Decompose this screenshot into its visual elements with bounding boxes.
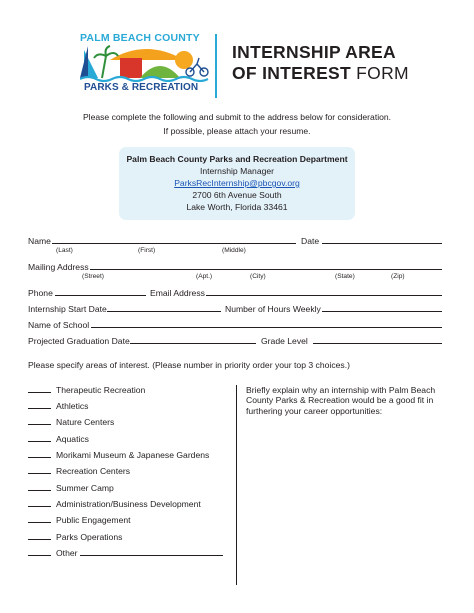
- rank-blank[interactable]: [28, 457, 51, 458]
- address-email-link[interactable]: ParksRecInternship@pbcgov.org: [174, 178, 300, 188]
- rank-blank[interactable]: [28, 539, 51, 540]
- mailing-sub-apt: (Apt.): [196, 273, 213, 280]
- graduation-date-field[interactable]: [130, 343, 256, 344]
- date-field[interactable]: [322, 243, 442, 244]
- rank-blank[interactable]: [28, 490, 51, 491]
- rank-blank[interactable]: [28, 555, 51, 556]
- rank-blank[interactable]: [28, 424, 51, 425]
- name-sub-first: (First): [138, 247, 156, 254]
- mailing-sub-city: (City): [250, 273, 266, 280]
- explanation-answer-area[interactable]: [246, 420, 446, 585]
- hours-weekly-field[interactable]: [322, 311, 442, 312]
- name-sub-middle: (Middle): [222, 247, 246, 254]
- column-divider: [236, 385, 237, 585]
- start-date-field[interactable]: [107, 311, 221, 312]
- name-field[interactable]: [52, 243, 296, 244]
- address-street: 2700 6th Avenue South: [192, 190, 282, 200]
- logo-subtitle: PARKS & RECREATION: [84, 82, 199, 93]
- phone-field[interactable]: [55, 295, 146, 296]
- grade-level-label: Grade Level: [261, 336, 308, 346]
- phone-label: Phone: [28, 288, 53, 298]
- rank-blank[interactable]: [28, 441, 51, 442]
- mailing-sub-state: (State): [335, 273, 355, 280]
- rank-blank[interactable]: [28, 522, 51, 523]
- title-bold-part: OF INTEREST: [232, 63, 351, 83]
- hours-weekly-label: Number of Hours Weekly: [225, 304, 321, 314]
- title-line-2: [232, 63, 409, 84]
- intro-line-2: If possible, please attach your resume.: [163, 126, 311, 136]
- graduation-date-label: Projected Graduation Date: [28, 336, 130, 346]
- interest-item: Summer Camp: [56, 483, 114, 493]
- rank-blank[interactable]: [28, 506, 51, 507]
- interest-item: Athletics: [56, 401, 89, 411]
- date-label: Date: [301, 236, 320, 246]
- name-sub-last: (Last): [56, 247, 73, 254]
- mailing-sub-zip: (Zip): [391, 273, 405, 280]
- rank-blank[interactable]: [28, 408, 51, 409]
- parks-logo-art: [80, 44, 212, 82]
- interest-item: Morikami Museum & Japanese Gardens: [56, 450, 210, 460]
- address-city: Lake Worth, Florida 33461: [186, 202, 288, 212]
- mailing-address-field[interactable]: [90, 269, 442, 270]
- logo-divider: [215, 34, 217, 98]
- interest-item: Recreation Centers: [56, 466, 131, 476]
- interest-item: Aquatics: [56, 434, 89, 444]
- address-attention: Internship Manager: [199, 166, 275, 176]
- interest-item: Other: [56, 548, 78, 558]
- page-title: [232, 42, 409, 84]
- title-line-1: INTERNSHIP AREA: [232, 42, 396, 62]
- explain-prompt: Briefly explain why an internship with Palm Beach County Parks & Recreation would be a good fit in furthering your career opportunities:: [246, 385, 436, 416]
- mailing-address-label: Mailing Address: [28, 262, 89, 272]
- school-label: Name of School: [28, 320, 90, 330]
- intro-line-1: Please complete the following and submit to the address below for consideration.: [82, 112, 392, 122]
- email-field[interactable]: [206, 295, 442, 296]
- mailing-address-box: [119, 147, 355, 220]
- start-date-label: Internship Start Date: [28, 304, 107, 314]
- email-label: Email Address: [150, 288, 205, 298]
- address-department: Palm Beach County Parks and Recreation Department: [126, 154, 348, 164]
- interest-item: Nature Centers: [56, 417, 115, 427]
- rank-blank[interactable]: [28, 473, 51, 474]
- interest-prompt: Please specify areas of interest. (Please number in priority order your top 3 choices.): [28, 360, 350, 370]
- name-label: Name: [28, 236, 51, 246]
- mailing-sub-street: (Street): [82, 273, 104, 280]
- other-interest-field[interactable]: [80, 555, 223, 556]
- interest-item: Parks Operations: [56, 532, 123, 542]
- rank-blank[interactable]: [28, 392, 51, 393]
- school-field[interactable]: [91, 327, 442, 328]
- title-light-part: FORM: [356, 63, 409, 83]
- logo-org-name: PALM BEACH COUNTY: [80, 32, 200, 44]
- interest-item: Public Engagement: [56, 515, 131, 525]
- interest-item: Therapeutic Recreation: [56, 385, 146, 395]
- grade-level-field[interactable]: [313, 343, 442, 344]
- interest-item: Administration/Business Development: [56, 499, 201, 509]
